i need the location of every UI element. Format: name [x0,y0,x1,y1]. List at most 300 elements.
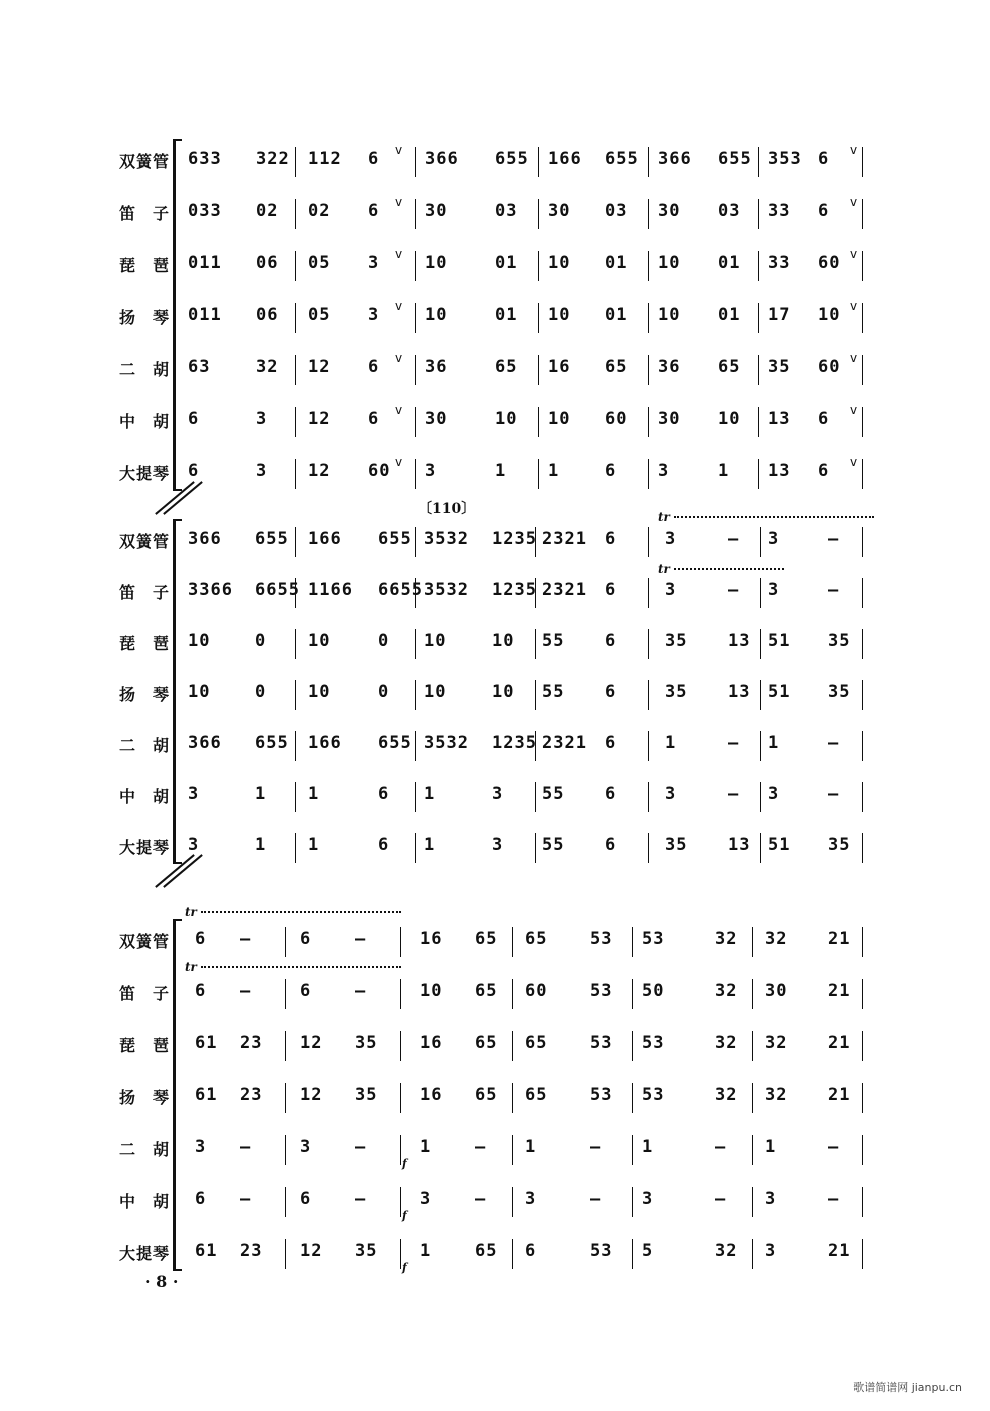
note-cell: 1 [665,733,677,753]
note-cell: 13 [728,682,751,702]
note-cell: — [828,733,840,753]
barline [862,833,863,863]
barline [295,629,296,659]
note-cell: 1 [548,461,560,481]
note-cell: 1 [642,1137,654,1157]
barline [400,1187,401,1217]
note-cell: 3 [425,461,437,481]
note-cell: 6 [605,682,617,702]
barline [400,1239,401,1269]
note-cell: 21 [828,981,851,1001]
note-cell: 0 [378,682,390,702]
note-cell: 53 [642,929,665,949]
note-cell: 655 [378,529,412,549]
note-cell: 6 [818,409,830,429]
note-cell: 633 [188,149,222,169]
note-cell: 0 [255,682,267,702]
barline [535,578,536,608]
note-cell: 6 [195,1189,207,1209]
note-cell: — [355,1189,367,1209]
barline [538,251,539,281]
barline [648,731,649,761]
note-cell: 65 [525,1033,548,1053]
barline [758,251,759,281]
note-cell: 3 [420,1189,432,1209]
note-cell: 01 [605,253,628,273]
barline [535,782,536,812]
note-cell: 05 [308,305,331,325]
barline [760,833,761,863]
note-cell: 3 [188,835,200,855]
barline [285,1083,286,1113]
barline [415,199,416,229]
note-cell: 1 [525,1137,537,1157]
note-cell: 6 [195,981,207,1001]
note-cell: 3 [492,784,504,804]
barline [535,731,536,761]
barline [862,147,863,177]
barline [752,1135,753,1165]
barline [632,1083,633,1113]
note-cell: 6 [300,1189,312,1209]
note-cell: 33 [768,201,791,221]
note-cell: 10 [548,409,571,429]
barline [862,680,863,710]
barline [285,1135,286,1165]
instrument-label: 大提琴 [118,464,170,483]
note-cell: 61 [195,1085,218,1105]
barline [648,303,649,333]
note-cell: 322 [256,149,290,169]
note-cell: 1 [424,835,436,855]
note-cell: 53 [590,1241,613,1261]
note-cell: 10 [424,631,447,651]
note-cell: 65 [475,929,498,949]
note-cell: 51 [768,835,791,855]
note-cell: 6 [525,1241,537,1261]
note-cell: 6 [300,981,312,1001]
instrument-label: 琵 琶 [118,256,170,275]
instrument-label: 笛 子 [118,984,170,1003]
barline [648,527,649,557]
barline [295,303,296,333]
barline [512,1187,513,1217]
barline [295,407,296,437]
note-cell: 10 [492,631,515,651]
note-cell: — [715,1189,727,1209]
barline [538,199,539,229]
note-cell: 6 [188,409,200,429]
note-cell: 03 [605,201,628,221]
barline [760,680,761,710]
note-cell: 033 [188,201,222,221]
barline [400,1135,401,1165]
note-cell: 1 [765,1137,777,1157]
note-cell: 12 [308,461,331,481]
note-cell: 01 [495,253,518,273]
note-cell: 1235 [492,733,537,753]
note-cell: 3 [188,784,200,804]
page-number: · 8 · [145,1272,179,1291]
note-cell: 3 [768,784,780,804]
breath-mark: v [850,351,858,365]
note-cell: 10 [548,253,571,273]
barline [512,1239,513,1269]
note-cell: 0 [255,631,267,651]
barline [285,1239,286,1269]
barline [862,927,863,957]
note-cell: 12 [308,409,331,429]
note-cell: 32 [765,1085,788,1105]
dynamic-mark: f [402,1157,407,1170]
barline [862,303,863,333]
note-cell: — [828,784,840,804]
note-cell: 10 [548,305,571,325]
note-cell: 51 [768,682,791,702]
note-cell: 1 [308,784,320,804]
note-cell: — [240,981,252,1001]
trill-line [201,911,401,919]
barline [648,833,649,863]
staff-row [0,405,990,441]
note-cell: 60 [818,357,841,377]
note-cell: 6 [605,580,617,600]
note-cell: 6 [368,409,380,429]
note-cell: 3 [256,409,268,429]
note-cell: 55 [542,682,565,702]
note-cell: 1166 [308,580,353,600]
note-cell: 16 [548,357,571,377]
barline [632,1187,633,1217]
note-cell: 3 [492,835,504,855]
note-cell: — [715,1137,727,1157]
note-cell: 6 [300,929,312,949]
staff-row [0,197,990,233]
barline [285,1031,286,1061]
instrument-label: 大提琴 [118,838,170,857]
note-cell: — [355,981,367,1001]
barline [400,1031,401,1061]
note-cell: — [728,529,740,549]
barline [632,1239,633,1269]
note-cell: 32 [256,357,279,377]
note-cell: 05 [308,253,331,273]
note-cell: 3 [368,253,380,273]
note-cell: 32 [715,1085,738,1105]
barline [862,1135,863,1165]
note-cell: 60 [605,409,628,429]
barline [512,979,513,1009]
barline [648,147,649,177]
note-cell: 6 [368,201,380,221]
breath-mark: v [850,143,858,157]
note-cell: 30 [425,409,448,429]
staff-row [0,457,990,493]
note-cell: 21 [828,1085,851,1105]
barline [535,527,536,557]
note-cell: 35 [665,835,688,855]
barline [862,1239,863,1269]
breath-mark: v [850,299,858,313]
staff-row [0,1081,990,1117]
barline [295,251,296,281]
note-cell: 01 [495,305,518,325]
note-cell: 366 [188,529,222,549]
instrument-label: 扬 琴 [118,685,170,704]
barline [758,459,759,489]
note-cell: 6 [378,835,390,855]
barline [295,199,296,229]
trill-mark: tr [658,510,670,524]
note-cell: 655 [605,149,639,169]
barline [648,199,649,229]
note-cell: 01 [605,305,628,325]
note-cell: 35 [828,835,851,855]
instrument-label: 二 胡 [118,360,170,379]
note-cell: 30 [425,201,448,221]
note-cell: 35 [355,1085,378,1105]
staff-row [0,729,990,765]
note-cell: 03 [495,201,518,221]
measure-number: 〔110〕 [418,501,476,517]
note-cell: 3532 [424,580,469,600]
note-cell: 01 [718,253,741,273]
note-cell: 30 [765,981,788,1001]
staff-row [0,1185,990,1221]
instrument-label: 扬 琴 [118,1088,170,1107]
note-cell: 166 [308,529,342,549]
barline [648,629,649,659]
barline [538,303,539,333]
note-cell: 6 [605,733,617,753]
note-cell: 10 [188,631,211,651]
note-cell: 10 [308,682,331,702]
note-cell: 3 [665,784,677,804]
barline [415,303,416,333]
note-cell: — [355,1137,367,1157]
note-cell: 35 [355,1033,378,1053]
staff-row [0,977,990,1013]
note-cell: 1 [420,1241,432,1261]
staff-row [0,525,990,561]
dynamic-mark: f [402,1209,407,1222]
note-cell: 12 [300,1085,323,1105]
instrument-label: 琵 琶 [118,1036,170,1055]
note-cell: 12 [300,1241,323,1261]
barline [535,629,536,659]
barline [862,1187,863,1217]
barline [752,979,753,1009]
breath-mark: v [395,299,403,313]
barline [752,1031,753,1061]
barline [512,1135,513,1165]
barline [862,251,863,281]
barline [648,578,649,608]
instrument-label: 中 胡 [118,1192,170,1211]
instrument-label: 大提琴 [118,1244,170,1263]
note-cell: 10 [188,682,211,702]
note-cell: 10 [425,253,448,273]
breath-mark: v [850,247,858,261]
barline [752,1083,753,1113]
barline [400,1083,401,1113]
note-cell: 35 [828,631,851,651]
note-cell: 10 [425,305,448,325]
trill-mark: tr [185,960,197,974]
breath-mark: v [850,403,858,417]
instrument-label: 笛 子 [118,583,170,602]
barline [295,782,296,812]
note-cell: 32 [715,981,738,1001]
barline [760,578,761,608]
barline [752,927,753,957]
note-cell: 166 [548,149,582,169]
watermark: 歌谱简谱网 jianpu.cn [853,1381,962,1394]
note-cell: 32 [715,1241,738,1261]
note-cell: 10 [492,682,515,702]
note-cell: 6 [195,929,207,949]
note-cell: 55 [542,784,565,804]
note-cell: 3 [300,1137,312,1157]
note-cell: 16 [420,1033,443,1053]
note-cell: 60 [368,461,391,481]
note-cell: 35 [355,1241,378,1261]
note-cell: 03 [718,201,741,221]
note-cell: 23 [240,1085,263,1105]
note-cell: 35 [665,631,688,651]
barline [758,407,759,437]
note-cell: — [475,1189,487,1209]
staff-row [0,831,990,867]
note-cell: 1235 [492,529,537,549]
barline [648,407,649,437]
note-cell: 02 [256,201,279,221]
note-cell: 3 [765,1189,777,1209]
note-cell: — [728,580,740,600]
barline [415,459,416,489]
note-cell: 35 [665,682,688,702]
note-cell: 353 [768,149,802,169]
note-cell: — [590,1137,602,1157]
barline [758,303,759,333]
note-cell: — [828,1137,840,1157]
note-cell: 30 [658,201,681,221]
note-cell: 32 [765,929,788,949]
note-cell: — [240,1137,252,1157]
barline [648,680,649,710]
barline [415,782,416,812]
barline [632,1031,633,1061]
note-cell: 63 [188,357,211,377]
note-cell: 30 [548,201,571,221]
barline [415,251,416,281]
note-cell: 3 [525,1189,537,1209]
instrument-label: 扬 琴 [118,308,170,327]
instrument-label: 中 胡 [118,412,170,431]
note-cell: 6 [605,631,617,651]
note-cell: 53 [590,929,613,949]
staff-row [0,627,990,663]
barline [758,199,759,229]
barline [512,927,513,957]
barline [295,833,296,863]
trill-line [674,568,784,576]
barline [415,629,416,659]
barline [760,629,761,659]
note-cell: 65 [525,929,548,949]
note-cell: 32 [715,929,738,949]
note-cell: 3 [768,529,780,549]
note-cell: 60 [818,253,841,273]
note-cell: 166 [308,733,342,753]
note-cell: 6 [818,201,830,221]
note-cell: 112 [308,149,342,169]
note-cell: 6 [188,461,200,481]
note-cell: 366 [658,149,692,169]
barline [648,251,649,281]
staff-row [0,301,990,337]
note-cell: 16 [420,1085,443,1105]
note-cell: — [828,529,840,549]
note-cell: 21 [828,929,851,949]
instrument-label: 双簧管 [118,532,170,551]
note-cell: 53 [642,1033,665,1053]
note-cell: 65 [475,981,498,1001]
note-cell: 6 [605,835,617,855]
note-cell: 65 [718,357,741,377]
note-cell: 13 [728,835,751,855]
note-cell: 10 [658,253,681,273]
note-cell: 6655 [378,580,423,600]
note-cell: 12 [300,1033,323,1053]
note-cell: — [355,929,367,949]
instrument-label: 双簧管 [118,932,170,951]
note-cell: 32 [765,1033,788,1053]
breath-mark: v [395,247,403,261]
note-cell: 10 [718,409,741,429]
note-cell: 655 [378,733,412,753]
note-cell: 3532 [424,733,469,753]
note-cell: 35 [768,357,791,377]
barline [512,1031,513,1061]
barline [415,680,416,710]
barline [285,1187,286,1217]
barline [862,1083,863,1113]
breath-mark: v [395,351,403,365]
note-cell: 55 [542,835,565,855]
barline [415,355,416,385]
note-cell: 011 [188,253,222,273]
barline [295,527,296,557]
note-cell: 65 [475,1241,498,1261]
note-cell: 6 [378,784,390,804]
note-cell: 0 [378,631,390,651]
barline [862,782,863,812]
note-cell: 13 [728,631,751,651]
note-cell: 16 [420,929,443,949]
note-cell: 13 [768,409,791,429]
breath-mark: v [395,455,403,469]
note-cell: — [728,784,740,804]
staff-row [0,678,990,714]
note-cell: 10 [818,305,841,325]
dynamic-mark: f [402,1261,407,1274]
note-cell: 01 [718,305,741,325]
instrument-label: 琵 琶 [118,634,170,653]
staff-row [0,353,990,389]
instrument-label: 双簧管 [118,152,170,171]
barline [415,147,416,177]
